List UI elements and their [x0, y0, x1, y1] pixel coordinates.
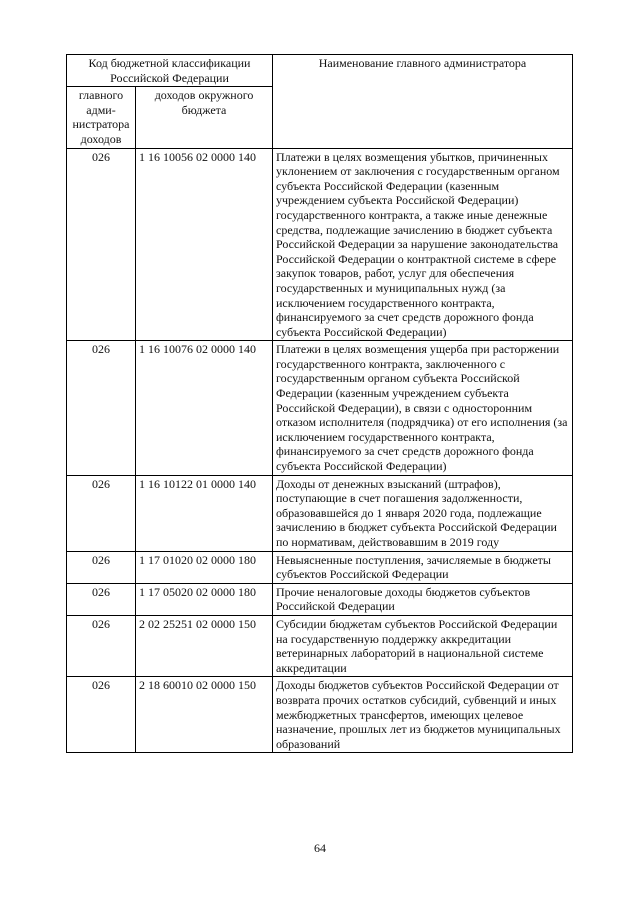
table-row: [67, 615, 573, 676]
income-code-cell: 1 16 10056 02 0000 140: [136, 148, 273, 341]
header-administrator-name: Наименование главного администратора: [273, 55, 573, 149]
table-row: [67, 475, 573, 551]
admin-code-cell: 026: [67, 677, 136, 753]
admin-code-cell: 026: [67, 583, 136, 615]
description-cell: Субсидии бюджетам субъектов Российской Федерации на государственную поддержку аккредитации ветеринарных лабораторий в национальной системе аккредитации: [273, 615, 573, 676]
table-row: [67, 677, 573, 753]
income-code-cell: 1 17 05020 02 0000 180: [136, 583, 273, 615]
page-number: 64: [314, 841, 326, 855]
income-code-cell: 1 16 10122 01 0000 140: [136, 475, 273, 551]
description-cell: Платежи в целях возмещения ущерба при расторжении государственного контракта, заключенного с государственным органом субъекта Российской Федерации (казенным учреждением субъекта Российской Федерации), в связи с односторонним отказом исполнителя (подрядчика) от его исполнения (за исключением государственного контракта, финансируемого за счет средств дорожного фонда субъекта Российской Федерации): [273, 341, 573, 475]
description-cell: Прочие неналоговые доходы бюджетов субъектов Российской Федерации: [273, 583, 573, 615]
income-code-cell: 1 17 01020 02 0000 180: [136, 551, 273, 583]
description-cell: Доходы от денежных взысканий (штрафов), поступающие в счет погашения задолженности, образовавшейся до 1 января 2020 года, подлежащие зачислению в бюджет субъекта Российской Федерации по нормативам, действовавшим в 2019 году: [273, 475, 573, 551]
table-row: [67, 551, 573, 583]
admin-code-cell: 026: [67, 475, 136, 551]
income-code-cell: 1 16 10076 02 0000 140: [136, 341, 273, 475]
admin-code-cell: 026: [67, 341, 136, 475]
description-cell: Доходы бюджетов субъектов Российской Федерации от возврата прочих остатков субсидий, субвенций и иных межбюджетных трансфертов, имеющих целевое назначение, прошлых лет из бюджетов муниципальных образований: [273, 677, 573, 753]
admin-code-cell: 026: [67, 551, 136, 583]
header-classification-group: Код бюджетной классификации Российской Федерации: [67, 55, 273, 87]
description-cell: Невыясненные поступления, зачисляемые в бюджеты субъектов Российской Федерации: [273, 551, 573, 583]
income-code-cell: 2 18 60010 02 0000 150: [136, 677, 273, 753]
header-main-administrator: главного адми-нистратора доходов: [67, 87, 136, 148]
header-district-income: доходов окружного бюджета: [136, 87, 273, 148]
admin-code-cell: 026: [67, 148, 136, 341]
table-row: [67, 583, 573, 615]
admin-code-cell: 026: [67, 615, 136, 676]
income-code-cell: 2 02 25251 02 0000 150: [136, 615, 273, 676]
budget-classification-table: [66, 54, 573, 753]
table-row: [67, 148, 573, 341]
description-cell: Платежи в целях возмещения убытков, причиненных уклонением от заключения с государственным органом субъекта Российской Федерации (казенным учреждением субъекта Российской Федерации) государственного контракта, а также иные денежные средства, подлежащие зачислению в бюджет субъекта Российской Федерации за нарушение законодательства Российской Федерации о контрактной системе в сфере закупок товаров, работ, услуг для обеспечения государственных и муниципальных нужд (за исключением государственного контракта, финансируемого за счет средств дорожного фонда субъекта Российской Федерации): [273, 148, 573, 341]
table-row: [67, 341, 573, 475]
